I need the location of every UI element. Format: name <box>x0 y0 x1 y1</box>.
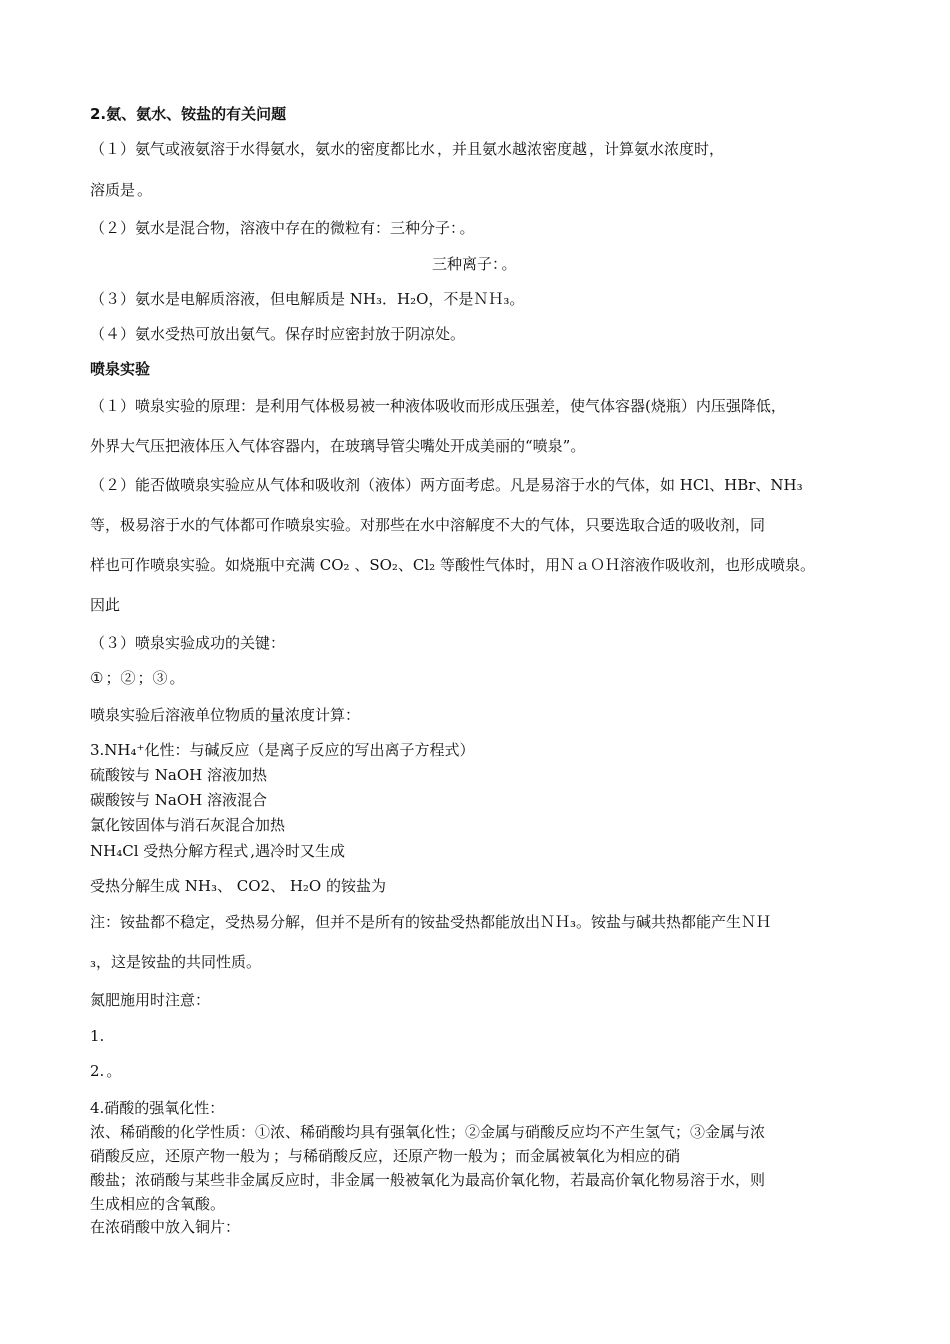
s2-para-1-line-1: （１）氨气或液氨溶于水得氨水，氨水的密度都比水 ，并且氨水越浓密度越 ，计算氨水浓度时， <box>90 140 725 158</box>
s2-para-3: （３）氨水是电解质溶液，但电解质是 NH₃．H₂O，不是ＮＨ₃。 <box>90 290 525 308</box>
s4-line-3: 酸盐；浓硝酸与某些非金属反应时，非金属一般被氧化为最高价氧化物，若最高价氧化物易溶于水，则 <box>90 1171 766 1189</box>
section-2-title: 2.氨、氨水、铵盐的有关问题 <box>90 105 287 123</box>
fountain-para-1-line-1: （１）喷泉实验的原理：是利用气体极易被一种液体吸收而形成压强差，使气体容器(烧瓶）内压强降低， <box>90 397 786 415</box>
fountain-para-2-line-2: 等，极易溶于水的气体都可作喷泉实验。对那些在水中溶解度不大的气体，只要选取合适的吸收剂，同 <box>90 516 766 534</box>
s4-line-2: 硝酸反应，还原产物一般为 ；与稀硝酸反应，还原产物一般为 ；而金属被氧化为相应的硝 <box>90 1147 681 1165</box>
fountain-para-1-line-2: 外界大气压把液体压入气体容器内，在玻璃导管尖嘴处开成美丽的“喷泉”。 <box>90 437 586 455</box>
fountain-title: 喷泉实验 <box>90 360 151 378</box>
fertilizer-heading: 氮肥施用时注意： <box>90 991 211 1009</box>
fountain-para-2-line-4: 因此 <box>90 596 121 614</box>
fountain-keys-line: ① ；② ；③ 。 <box>90 669 185 687</box>
fertilizer-item-2: 2. 。 <box>90 1062 122 1080</box>
s4-line-1: 浓、稀硝酸的化学性质：①浓、稀硝酸均具有强氧化性；②金属与硝酸反应均不产生氢气；③金属与浓 <box>90 1123 766 1141</box>
s3-reaction-1: 硫酸铵与 NaOH 溶液加热 <box>90 766 267 784</box>
fountain-para-3: （３）喷泉实验成功的关键： <box>90 634 286 652</box>
s2-para-2-line-2: 三种离子： 。 <box>432 255 517 273</box>
section-3-title: 3.NH₄⁺化性：与碱反应（是离子反应的写出离子方程式） <box>90 741 475 759</box>
fountain-calc: 喷泉实验后溶液单位物质的量浓度计算： <box>90 706 361 724</box>
s3-reaction-5: 受热分解生成 NH₃、 CO2、 H₂O 的铵盐为 <box>90 877 387 895</box>
fertilizer-item-1: 1. <box>90 1027 105 1045</box>
s3-reaction-4: NH₄Cl 受热分解方程式 ,遇冷时又生成 <box>90 842 346 860</box>
s2-para-2-line-1: （２）氨水是混合物，溶液中存在的微粒有：三种分子： 。 <box>90 219 475 237</box>
s4-line-4: 生成相应的含氧酸。 <box>90 1195 226 1213</box>
s3-reaction-3: 氯化铵固体与消石灰混合加热 <box>90 816 286 834</box>
section-4-title: 4.硝酸的强氧化性： <box>90 1099 225 1117</box>
fountain-para-2-line-3: 样也可作喷泉实验。如烧瓶中充满 CO₂ 、SO₂、Cl₂ 等酸性气体时，用ＮａＯＨ溶液作吸收剂，也形成喷泉。 <box>90 556 815 574</box>
s3-note-line-2: ₃，这是铵盐的共同性质。 <box>90 953 262 971</box>
fountain-para-2-line-1: （２）能否做喷泉实验应从气体和吸收剂（液体）两方面考虑。凡是易溶于水的气体，如 HCl、HBr、NH₃ <box>90 476 803 494</box>
s3-note-line-1: 注：铵盐都不稳定，受热易分解，但并不是所有的铵盐受热都能放出ＮＨ₃。铵盐与碱共热都能产生ＮＨ <box>90 913 772 931</box>
s3-reaction-2: 碳酸铵与 NaOH 溶液混合 <box>90 791 267 809</box>
s2-para-1-line-2: 溶质是 。 <box>90 181 153 199</box>
s2-para-4: （４）氨水受热可放出氨气。保存时应密封放于阴凉处。 <box>90 325 466 343</box>
s4-line-5: 在浓硝酸中放入铜片： <box>90 1218 241 1236</box>
